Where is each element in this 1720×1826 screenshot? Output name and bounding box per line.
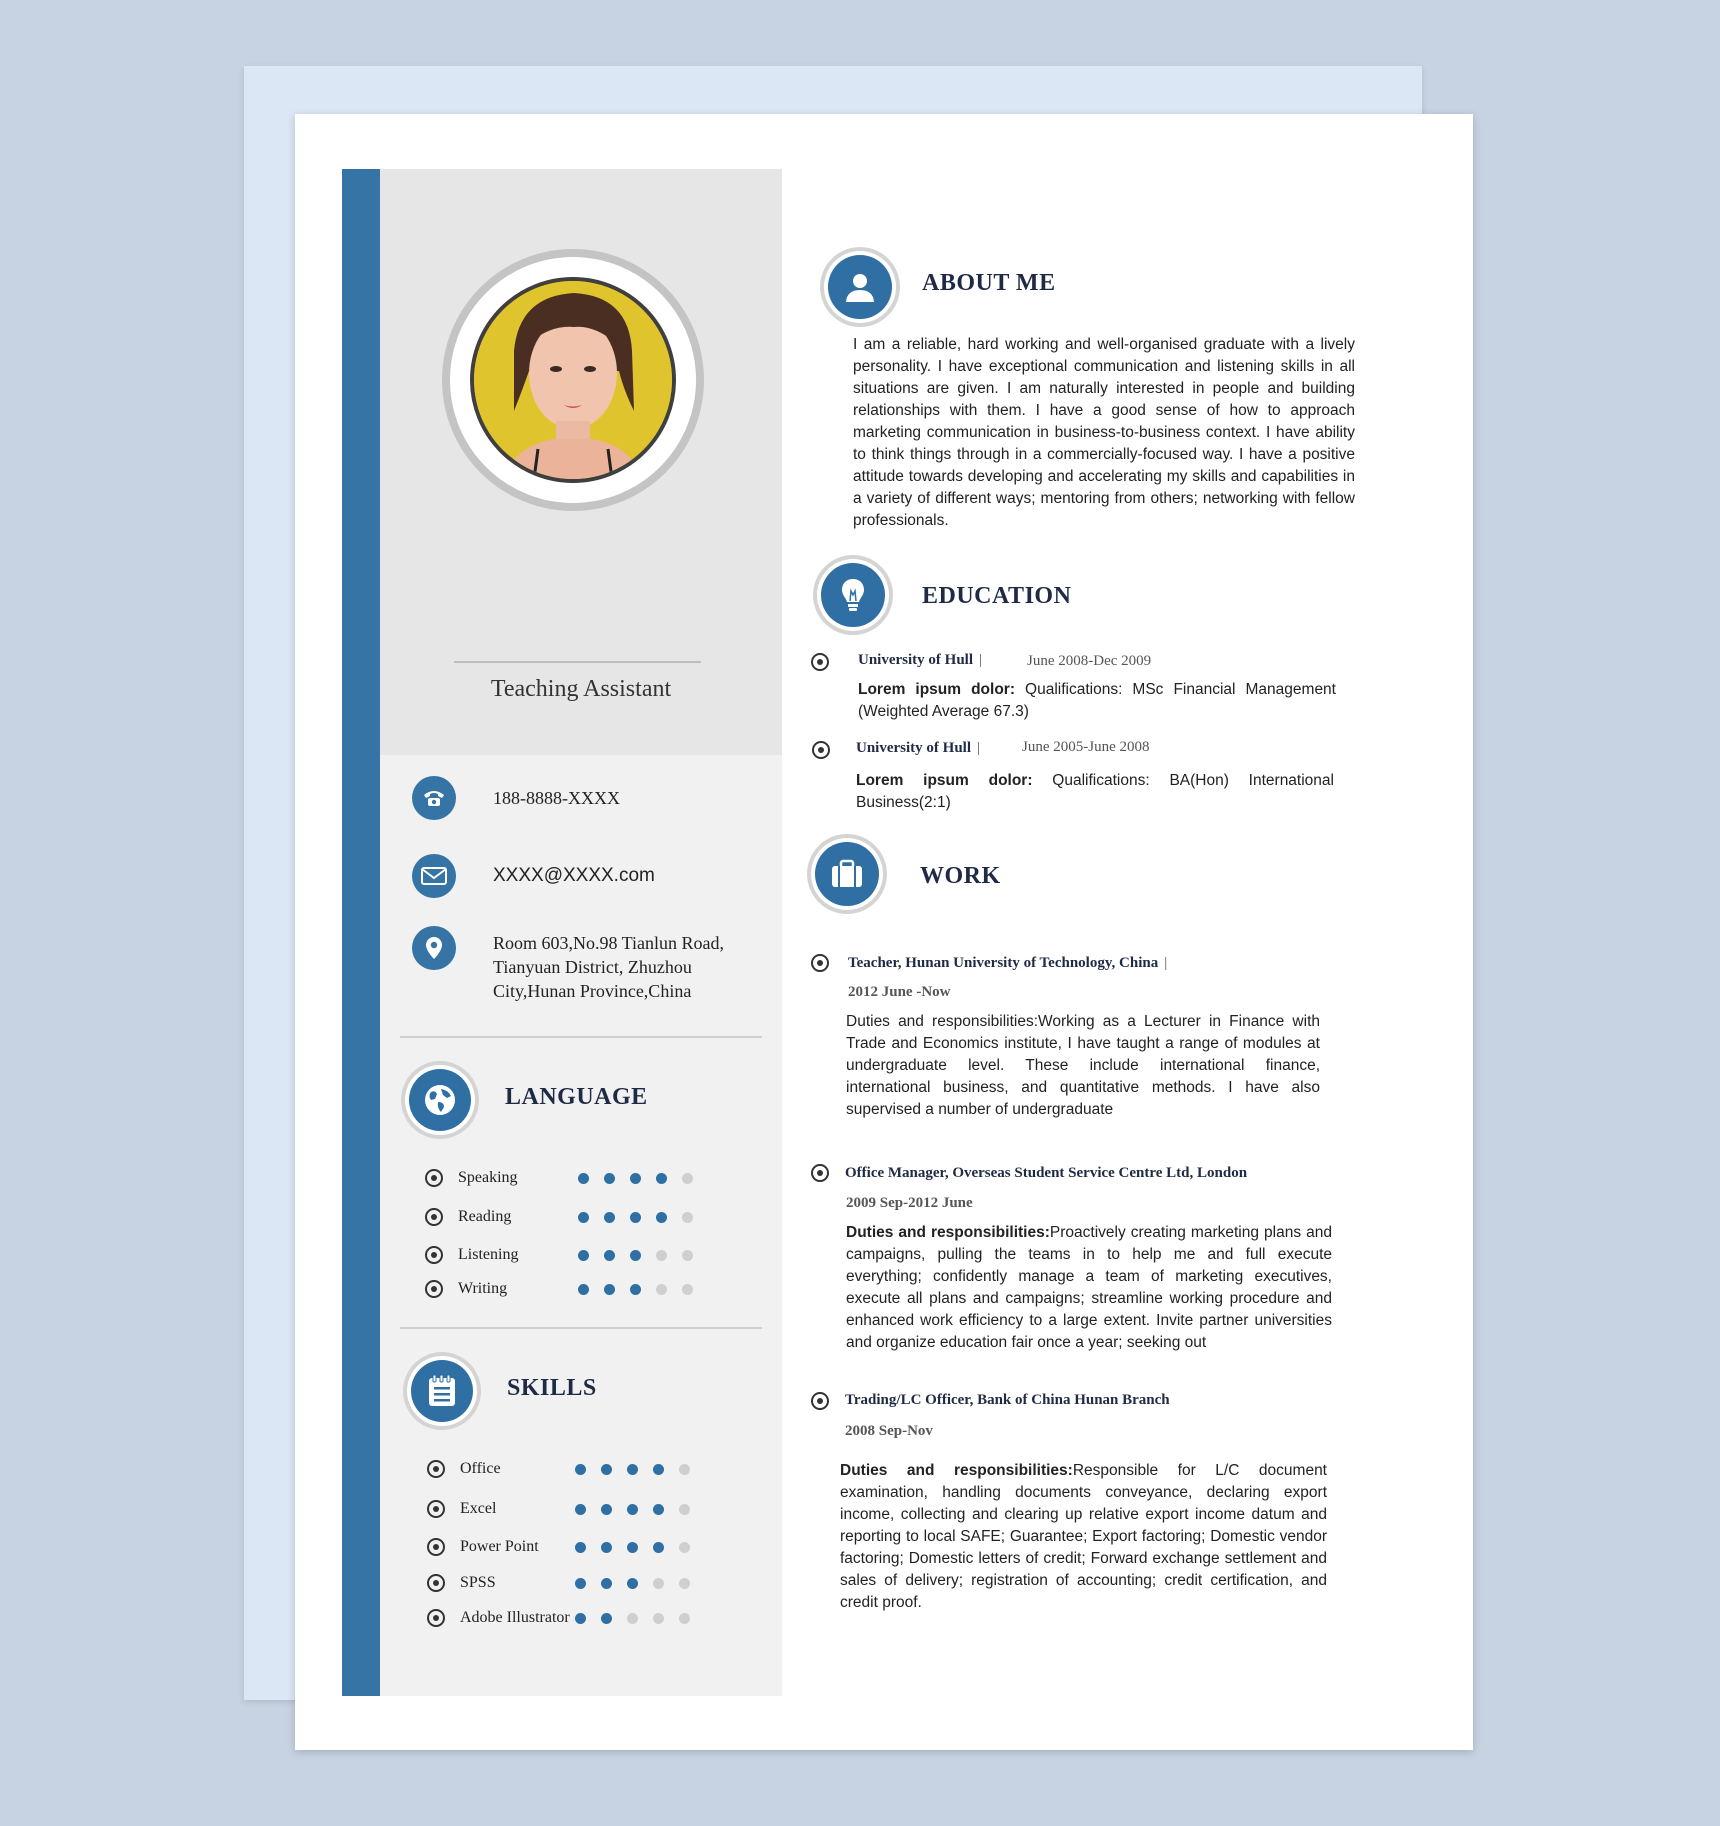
rating-dots xyxy=(575,1542,690,1553)
bullet-icon xyxy=(425,1208,443,1226)
skill-label: Adobe Illustrator xyxy=(460,1609,570,1626)
about-section-icon xyxy=(820,247,900,327)
about-title: ABOUT ME xyxy=(922,270,1056,296)
skill-label: Office xyxy=(460,1460,501,1477)
work-date: 2009 Sep-2012 June xyxy=(846,1195,973,1211)
rating-dot-filled xyxy=(601,1542,612,1553)
rating-dot-filled xyxy=(578,1212,589,1223)
skill-row-office xyxy=(427,1458,757,1482)
language-label: Writing xyxy=(458,1280,508,1297)
rating-dot-filled xyxy=(630,1173,641,1184)
rating-dots xyxy=(578,1212,693,1223)
language-row-listening xyxy=(425,1244,755,1268)
rating-dots xyxy=(575,1464,690,1475)
bullet-icon xyxy=(425,1169,443,1187)
rating-dot-filled xyxy=(604,1250,615,1261)
language-divider xyxy=(400,1327,762,1329)
address-line-3: City,Hunan Province,China xyxy=(493,981,692,1001)
education-detail: Lorem ipsum dolor: Qualifications: BA(Hon) International Business(2:1) xyxy=(856,772,1334,811)
rating-dot-filled xyxy=(653,1504,664,1515)
lightbulb-icon xyxy=(840,577,866,613)
location-pin-icon xyxy=(412,926,456,970)
education-title: EDUCATION xyxy=(922,583,1072,609)
bullet-icon xyxy=(427,1460,445,1478)
bullet-icon xyxy=(811,1164,829,1182)
rating-dot-filled xyxy=(627,1464,638,1475)
job-title: Teaching Assistant xyxy=(490,676,672,702)
rating-dot-empty xyxy=(679,1578,690,1589)
work-date: 2008 Sep-Nov xyxy=(845,1423,933,1439)
rating-dot-filled xyxy=(604,1173,615,1184)
rating-dot-empty xyxy=(679,1542,690,1553)
skill-label: Excel xyxy=(460,1500,497,1517)
rating-dot-filled xyxy=(627,1542,638,1553)
rating-dots xyxy=(578,1284,693,1295)
bullet-icon xyxy=(427,1500,445,1518)
rating-dot-filled xyxy=(575,1464,586,1475)
skill-label: SPSS xyxy=(460,1574,496,1591)
skills-section-icon xyxy=(403,1352,481,1430)
notepad-icon xyxy=(427,1374,457,1408)
rating-dot-filled xyxy=(575,1504,586,1515)
language-section-icon xyxy=(401,1061,479,1139)
email-icon xyxy=(412,854,456,898)
language-row-speaking xyxy=(425,1167,755,1191)
rating-dot-empty xyxy=(656,1250,667,1261)
rating-dot-empty xyxy=(682,1250,693,1261)
rating-dots xyxy=(575,1613,690,1624)
work-role: Teacher, Hunan University of Technology, China | xyxy=(848,955,1168,971)
rating-dot-empty xyxy=(627,1613,638,1624)
rating-dot-filled xyxy=(578,1284,589,1295)
rating-dot-filled xyxy=(627,1504,638,1515)
bullet-icon xyxy=(427,1609,445,1627)
work-title: WORK xyxy=(920,863,1001,889)
sidebar-stripe xyxy=(342,169,380,1696)
rating-dots xyxy=(578,1173,693,1184)
rating-dot-filled xyxy=(653,1464,664,1475)
bullet-icon xyxy=(425,1246,443,1264)
address-line-1: Room 603,No.98 Tianlun Road, xyxy=(493,933,725,953)
rating-dot-filled xyxy=(578,1250,589,1261)
education-date: June 2005-June 2008 xyxy=(1022,739,1150,755)
resume-page xyxy=(295,114,1473,1750)
rating-dot-empty xyxy=(679,1504,690,1515)
rating-dot-filled xyxy=(601,1613,612,1624)
rating-dot-empty xyxy=(682,1212,693,1223)
phone-number: 188-8888-XXXX xyxy=(493,788,620,808)
address-line-2: Tianyuan District, Zhuzhou xyxy=(493,957,692,977)
work-detail: Duties and responsibilities:Working as a Lecturer in Finance with Trade and Economics institute, I have taught a range of modules at undergraduate level. These include international finance, international business, and quantitative methods. I have also supervised a number of undergraduate xyxy=(846,1013,1320,1118)
bullet-icon xyxy=(811,653,829,671)
work-detail: Duties and responsibilities:Proactively creating marketing plans and campaigns, pulling the teams in to help me and full execute everything; confidently manage a team of marketing executives, execute all plans and campaigns; streamline working procedure and enhanced work efficiency to a large extent. Invite partner universities and organize education fair once a year; seeking out xyxy=(846,1224,1332,1351)
bullet-icon xyxy=(427,1538,445,1556)
rating-dot-filled xyxy=(604,1284,615,1295)
rating-dot-empty xyxy=(682,1173,693,1184)
rating-dots xyxy=(578,1250,693,1261)
rating-dot-empty xyxy=(653,1613,664,1624)
person-icon xyxy=(843,270,877,304)
title-divider xyxy=(454,661,701,663)
about-text: I am a reliable, hard working and well-organised graduate with a lively personality. I have exceptional communication and listening skills in all situations are given. I am naturally interested in people and building relationships with them. I have a good sense of how to approach marketing communication in business-to-business context. I have ability to think things through in a commercially-focused way. I have a positive attitude towards developing and accelerating my skills and capabilities in a variety of different ways; mentoring from others; networking with fellow professionals. xyxy=(853,336,1355,529)
education-date: June 2008-Dec 2009 xyxy=(1027,653,1152,669)
language-row-writing xyxy=(425,1278,755,1302)
rating-dot-empty xyxy=(679,1464,690,1475)
rating-dot-filled xyxy=(578,1173,589,1184)
rating-dot-filled xyxy=(656,1212,667,1223)
education-school: University of Hull | xyxy=(858,652,983,668)
work-section-icon xyxy=(807,834,887,914)
skill-row-excel xyxy=(427,1498,757,1522)
rating-dot-filled xyxy=(575,1578,586,1589)
phone-icon xyxy=(412,776,456,820)
rating-dot-filled xyxy=(601,1464,612,1475)
profile-photo-frame xyxy=(442,249,704,511)
education-section-icon xyxy=(813,555,893,635)
bullet-icon xyxy=(812,741,830,759)
rating-dots xyxy=(575,1578,690,1589)
language-label: Listening xyxy=(458,1246,519,1263)
email-address: XXXX@XXXX.com xyxy=(493,865,655,886)
work-detail: Duties and responsibilities:Responsible for L/C document examination, handling documents conveyance, declaring export income, collecting and clearing up relative export income datum and reporting to local SAFE; Guarantee; Export factoring; Domestic vendor factoring; Domestic letters of credit; Forward exchange settlement and sales of delivery; registration of accounting; credit certification, and credit proof. xyxy=(840,1462,1327,1611)
rating-dot-filled xyxy=(601,1504,612,1515)
rating-dot-filled xyxy=(601,1578,612,1589)
skill-row-spss xyxy=(427,1572,757,1596)
globe-icon xyxy=(422,1082,458,1118)
bullet-icon xyxy=(811,954,829,972)
rating-dot-filled xyxy=(575,1613,586,1624)
language-row-reading xyxy=(425,1206,755,1230)
education-detail: Lorem ipsum dolor: Qualifications: MSc Financial Management (Weighted Average 67.3) xyxy=(858,681,1336,720)
rating-dot-filled xyxy=(656,1173,667,1184)
work-role: Trading/LC Officer, Bank of China Hunan Branch xyxy=(845,1392,1170,1408)
rating-dot-filled xyxy=(627,1578,638,1589)
work-date: 2012 June -Now xyxy=(848,984,951,1000)
language-title: LANGUAGE xyxy=(505,1084,648,1110)
skill-row-adobe-illustrator xyxy=(427,1607,757,1631)
skill-row-power-point xyxy=(427,1536,757,1560)
rating-dot-empty xyxy=(653,1578,664,1589)
language-label: Speaking xyxy=(458,1169,518,1186)
rating-dot-filled xyxy=(630,1284,641,1295)
briefcase-icon xyxy=(830,859,864,889)
rating-dots xyxy=(575,1504,690,1515)
rating-dot-filled xyxy=(630,1250,641,1261)
rating-dot-empty xyxy=(679,1613,690,1624)
rating-dot-filled xyxy=(630,1212,641,1223)
rating-dot-empty xyxy=(656,1284,667,1295)
rating-dot-filled xyxy=(575,1542,586,1553)
rating-dot-filled xyxy=(604,1212,615,1223)
skill-label: Power Point xyxy=(460,1538,539,1555)
bullet-icon xyxy=(425,1280,443,1298)
education-school: University of Hull | xyxy=(856,740,981,756)
rating-dot-empty xyxy=(682,1284,693,1295)
skills-title: SKILLS xyxy=(507,1375,597,1401)
profile-photo xyxy=(470,277,676,483)
rating-dot-filled xyxy=(653,1542,664,1553)
bullet-icon xyxy=(427,1574,445,1592)
contact-divider xyxy=(400,1036,762,1038)
bullet-icon xyxy=(811,1392,829,1410)
work-role: Office Manager, Overseas Student Service Centre Ltd, London xyxy=(845,1165,1248,1181)
language-label: Reading xyxy=(458,1208,512,1225)
